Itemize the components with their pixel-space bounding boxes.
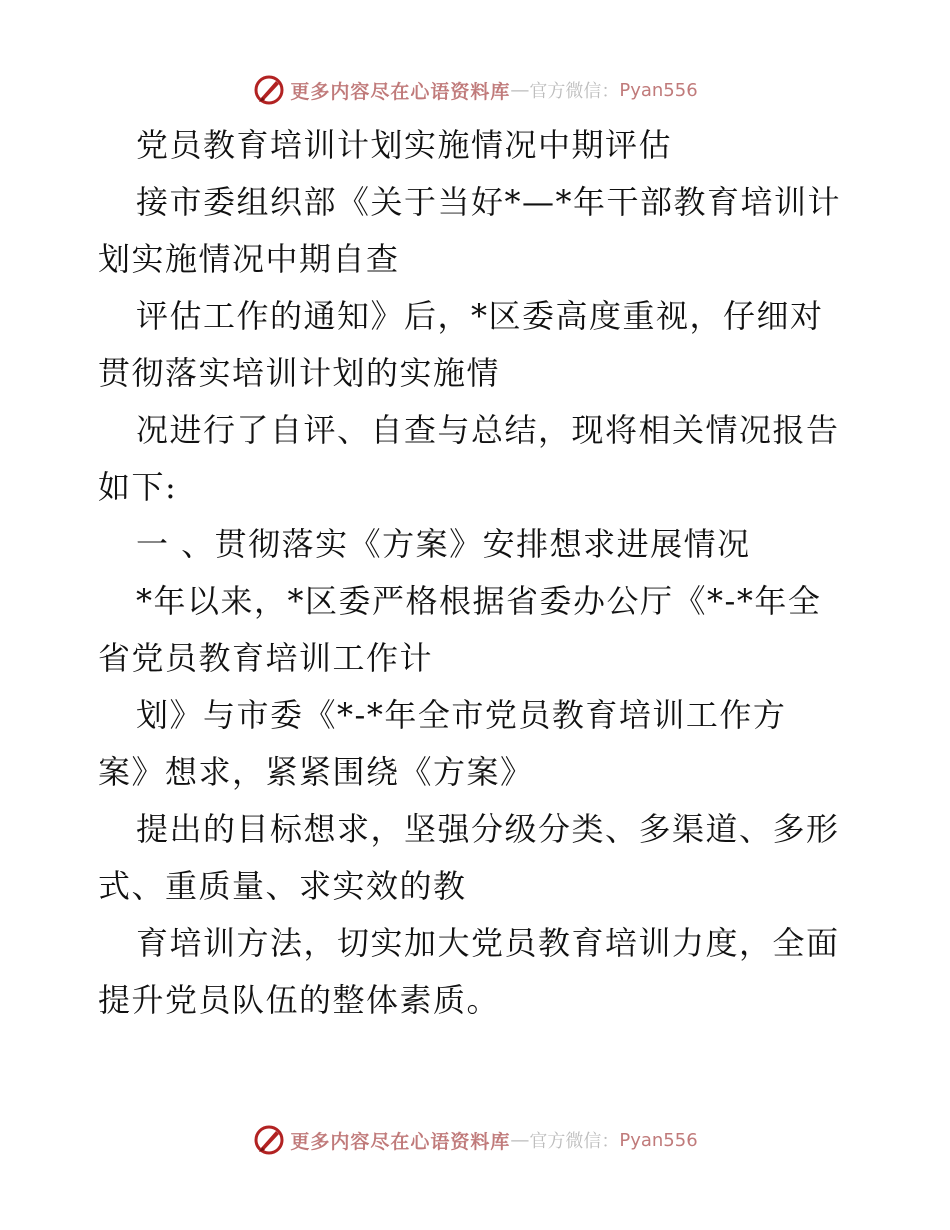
paragraph-line: 式、重质量、求实效的教 xyxy=(98,867,467,905)
banner-wechat-label: 官方微信： xyxy=(529,81,620,102)
paragraph-line: 贯彻落实培训计划的实施情 xyxy=(98,354,501,392)
document-body xyxy=(98,117,858,1029)
banner-brand: 更多内容尽在心语资料库 xyxy=(290,80,511,103)
banner-wechat-label: 官方微信： xyxy=(529,1131,620,1152)
footer-banner xyxy=(0,1120,950,1160)
paragraph-line: 省党员教育培训工作计 xyxy=(98,639,434,677)
section-heading: 一 、贯彻落实《方案》安排想求进展情况 xyxy=(136,525,751,563)
banner-dash: — xyxy=(510,1129,530,1151)
banner-wechat-id: Pyan556 xyxy=(619,1129,698,1151)
pen-logo-icon xyxy=(252,73,286,107)
paragraph-line: 划》与市委《*-*年全市党员教育培训工作方 xyxy=(136,696,787,734)
pen-logo-icon xyxy=(252,1123,286,1157)
paragraph-line: 提升党员队伍的整体素质。 xyxy=(98,981,501,1019)
paragraph-line: 接市委组织部《关于当好*—*年干部教育培训计 xyxy=(136,183,842,221)
paragraph-line: 况进行了自评、自查与总结，现将相关情况报告 xyxy=(136,411,840,449)
banner-dash: — xyxy=(510,79,530,101)
paragraph-line: 评估工作的通知》后，*区委高度重视，仔细对 xyxy=(136,297,824,335)
banner-wechat-id: Pyan556 xyxy=(619,79,698,101)
paragraph-line: 案》想求，紧紧围绕《方案》 xyxy=(98,753,534,791)
header-banner xyxy=(0,70,950,110)
document-title: 党员教育培训计划实施情况中期评估 xyxy=(136,126,673,164)
paragraph-line: 划实施情况中期自查 xyxy=(98,240,400,278)
paragraph-line: 提出的目标想求，坚强分级分类、多渠道、多形 xyxy=(136,810,840,848)
paragraph-line: *年以来，*区委严格根据省委办公厅《*-*年全 xyxy=(136,582,822,620)
banner-brand: 更多内容尽在心语资料库 xyxy=(290,1130,511,1153)
paragraph-line: 育培训方法，切实加大党员教育培训力度，全面 xyxy=(136,924,840,962)
paragraph-line: 如下: xyxy=(98,468,178,506)
